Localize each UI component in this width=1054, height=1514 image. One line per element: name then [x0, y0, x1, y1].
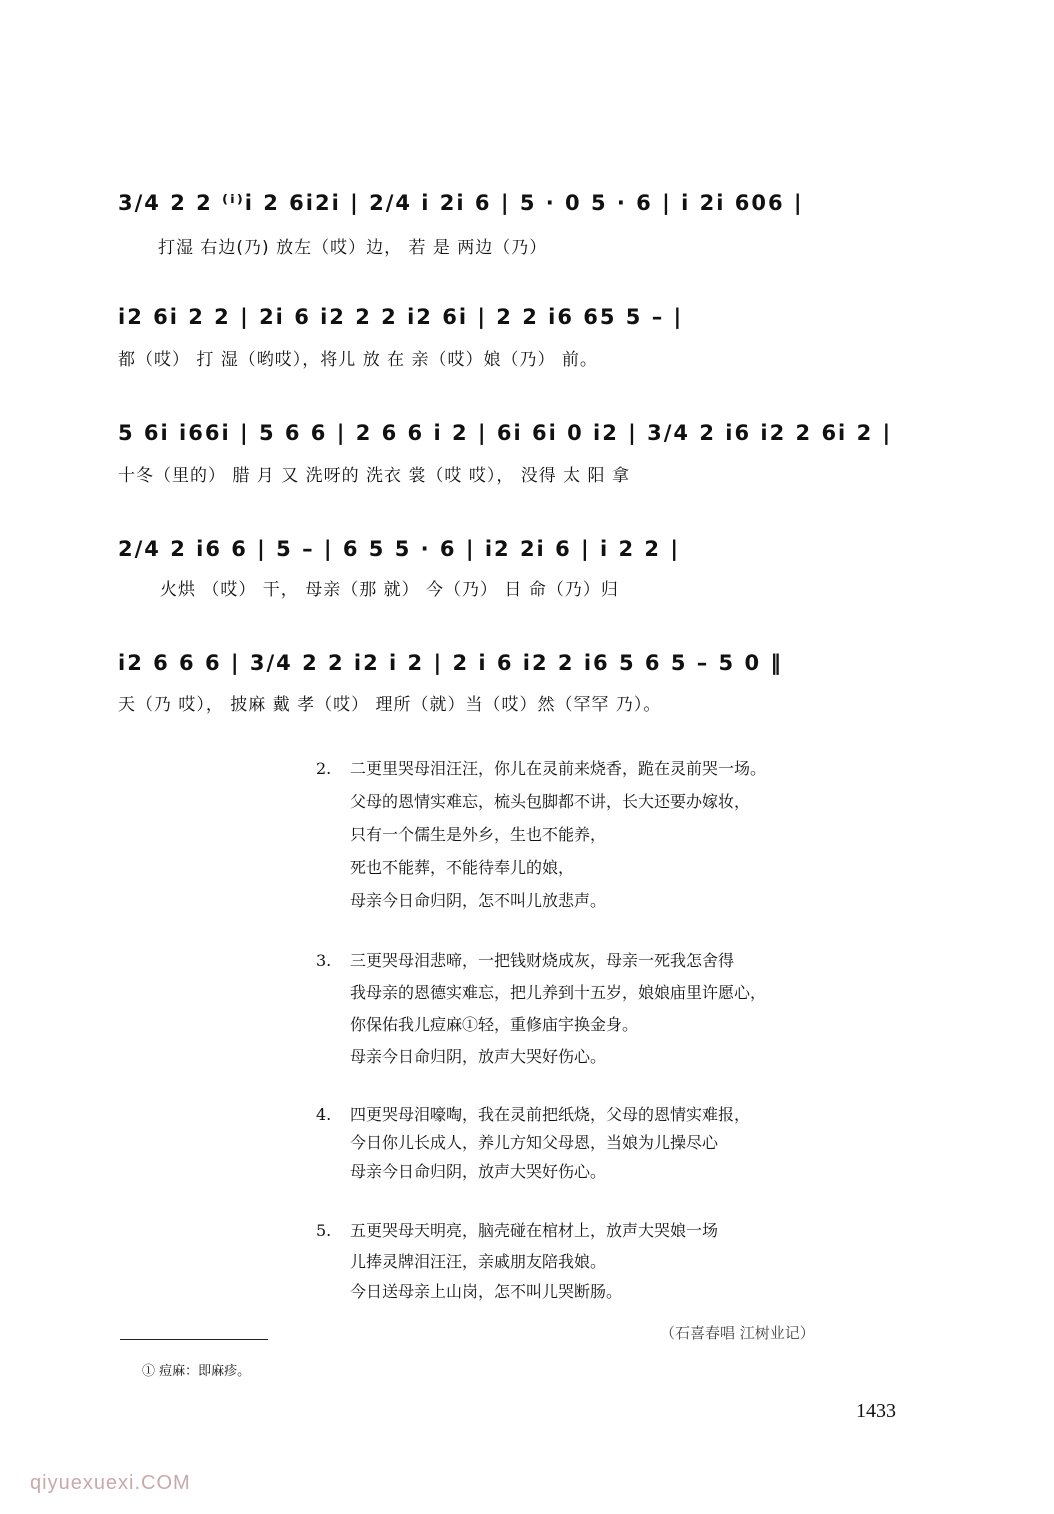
verse-line: 二更里哭母泪汪汪，你儿在灵前来烧香，跪在灵前哭一场。	[350, 759, 767, 778]
notation-line-3: 5 6i i66i | 5 6 6 | 2 6 6 i 2 | 6i 6i 0 i2 | 3/4 2 i6 i2 2 6i 2 |	[118, 421, 893, 445]
lyrics-line-3: 十冬（里的） 腊 月 又 洗呀的 洗衣 裳（哎 哎）， 没得 太 阳 拿	[118, 466, 630, 486]
verse-line: 四更哭母泪嚎啕，我在灵前把纸烧，父母的恩情实难报，	[350, 1105, 751, 1124]
footnote-divider	[120, 1339, 268, 1340]
verse-number: 4.	[316, 1105, 332, 1124]
verse-line: 儿捧灵牌泪汪汪，亲戚朋友陪我娘。	[350, 1252, 607, 1271]
verse-number: 3.	[316, 951, 332, 970]
notation-line-2: i2 6i 2 2 | 2i 6 i2 2 2 i2 6i | 2 2 i6 65 5 – |	[118, 305, 684, 329]
lyrics-line-5: 天（乃 哎）， 披麻 戴 孝（哎） 理所（就）当（哎）然（罕罕 乃）。	[118, 695, 662, 715]
verse-line: 你保佑我儿痘麻①轻，重修庙宇换金身。	[350, 1015, 639, 1034]
watermark: qiyuexuexi.COM	[30, 1472, 191, 1494]
performer-credit: （石喜春唱 江树业记）	[660, 1324, 815, 1342]
verse-line: 死也不能葬，不能待奉儿的娘，	[350, 858, 575, 877]
verse-line: 母亲今日命归阴，放声大哭好伤心。	[350, 1162, 607, 1181]
verse-line: 母亲今日命归阴，怎不叫儿放悲声。	[350, 891, 607, 910]
verse-number: 2.	[316, 759, 332, 778]
verse-line: 三更哭母泪悲啼，一把钱财烧成灰，母亲一死我怎舍得	[350, 951, 735, 970]
verse-line: 我母亲的恩德实难忘，把儿养到十五岁，娘娘庙里许愿心，	[350, 983, 767, 1002]
footnote: ① 痘麻：即麻疹。	[142, 1364, 251, 1379]
verse-line: 五更哭母天明亮，脑壳碰在棺材上，放声大哭娘一场	[350, 1221, 719, 1240]
lyrics-line-2: 都（哎） 打 湿（哟哎），将儿 放 在 亲（哎）娘（乃） 前。	[118, 350, 598, 370]
verse-number: 5.	[316, 1221, 332, 1240]
page-number: 1433	[856, 1400, 896, 1422]
lyrics-line-4: 火烘 （哎） 干， 母亲（那 就） 今（乃） 日 命（乃）归	[160, 580, 619, 600]
verse-line: 今日你儿长成人，养儿方知父母恩，当娘为儿操尽心	[350, 1133, 719, 1152]
notation-line-4: 2/4 2 i6 6 | 5 – | 6 5 5 · 6 | i2 2i 6 | i 2 2 |	[118, 537, 680, 561]
verse-line: 只有一个儒生是外乡，生也不能养，	[350, 825, 607, 844]
lyrics-line-1: 打湿 右边(乃) 放左（哎）边， 若 是 两边（乃）	[158, 238, 548, 258]
notation-line-5: i2 6 6 6 | 3/4 2 2 i2 i 2 | 2 i 6 i2 2 i6 5 6 5 – 5 0 ‖	[118, 651, 783, 675]
verse-line: 母亲今日命归阴，放声大哭好伤心。	[350, 1047, 607, 1066]
notation-line-1: 3/4 2 2 ⁽ⁱ⁾i 2 6i2i | 2/4 i 2i 6 | 5 · 0 5 · 6 | i 2i 606 |	[118, 191, 804, 215]
verse-line: 今日送母亲上山岗，怎不叫儿哭断肠。	[350, 1282, 623, 1301]
verse-line: 父母的恩情实难忘，梳头包脚都不讲，长大还要办嫁妆，	[350, 792, 751, 811]
